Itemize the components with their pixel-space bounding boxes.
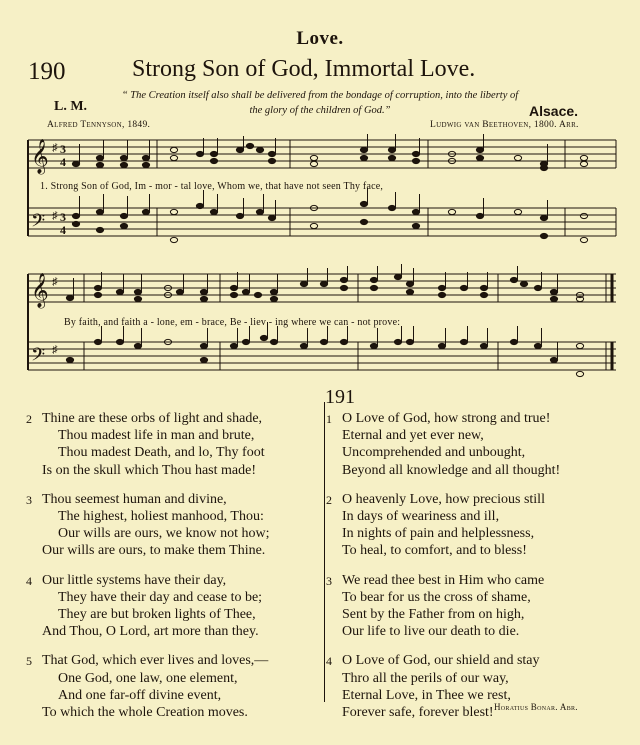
epigraph-line-2: the glory of the children of God.” xyxy=(249,105,391,116)
section-title: Love. xyxy=(296,28,344,49)
hymn191-stanzas xyxy=(326,410,626,721)
svg-text:3: 3 xyxy=(60,210,66,224)
stanza-line: Is on the skull which Thou hast made! xyxy=(42,462,256,478)
stanza-number: 4 xyxy=(326,654,332,669)
stanza-line: And Thou, O Lord, art more than they. xyxy=(42,624,259,640)
treble-clef-icon: 𝄞 xyxy=(31,140,49,173)
stanza-line: Thou seemest human and divine, xyxy=(42,491,227,507)
stanza-line: Beyond all knowledge and all thought! xyxy=(342,462,561,478)
stanza-number: 3 xyxy=(26,492,32,507)
stanza-line: In nights of pain and helplessness, xyxy=(342,526,535,542)
tune-name: Alsace. xyxy=(529,103,579,119)
svg-text:𝄢: 𝄢 xyxy=(31,344,46,369)
stanza-number: 4 xyxy=(26,573,32,588)
stanza-number: 5 xyxy=(26,654,32,669)
stanza-number: 2 xyxy=(26,412,32,426)
stanza xyxy=(26,572,321,641)
meter: L. M. xyxy=(54,99,88,114)
svg-text:3: 3 xyxy=(60,142,66,156)
stanza-line: We read thee best in Him who came xyxy=(342,572,545,588)
svg-text:4: 4 xyxy=(60,155,66,169)
stanza-line: O Love of God, how strong and true! xyxy=(342,411,551,426)
epigraph-line-1: “ The Creation itself also shall be delivered from the bondage of corruption, into the liberty of xyxy=(121,90,519,101)
stanza xyxy=(326,652,626,721)
stanza-line: To heal, to comfort, and to bless! xyxy=(342,543,527,559)
author: Alfred Tennyson, 1849. xyxy=(47,120,151,130)
stanza-number: 1 xyxy=(326,412,332,426)
stanza-line: Thou madest life in man and brute, xyxy=(58,428,255,444)
hymn-title: Strong Son of God, Immortal Love. xyxy=(132,56,476,82)
bass-clef-icon: 𝄢 xyxy=(31,210,46,235)
stanza-line: Eternal Love, in Thee we rest, xyxy=(342,687,511,703)
stanza-line: Our little systems have their day, xyxy=(42,572,227,588)
stanza-line: Forever safe, forever blest! xyxy=(342,705,494,721)
stanza-number: 2 xyxy=(326,492,332,507)
hymn190-stanzas xyxy=(26,410,321,721)
svg-text:♯: ♯ xyxy=(52,210,58,222)
svg-text:𝄞: 𝄞 xyxy=(31,274,49,307)
svg-text:♯: ♯ xyxy=(52,276,58,288)
stanza xyxy=(26,491,321,560)
svg-text:4: 4 xyxy=(60,223,66,237)
stanza-line: Sent by the Father from on high, xyxy=(342,607,525,623)
stanza-line: Uncomprehended and unbought, xyxy=(342,445,526,461)
stanza-line: Our wills are ours, to make them Thine. xyxy=(42,543,266,559)
composer: Ludwig van Beethoven, 1800. Arr. xyxy=(430,120,579,130)
stanza-line: And one far-off divine event, xyxy=(58,687,222,703)
stanza-line: That God, which ever lives and loves,— xyxy=(42,653,269,669)
stanza-line: The highest, holiest manhood, Thou: xyxy=(58,509,264,525)
stanza-line: They are but broken lights of Thee, xyxy=(58,607,256,623)
svg-text:♯: ♯ xyxy=(52,142,58,154)
stanza-line: Our wills are ours, we know not how; xyxy=(58,526,270,542)
stanza-line: Our life to live our death to die. xyxy=(342,624,520,640)
epigraph xyxy=(100,88,540,118)
stanza xyxy=(326,572,626,641)
hymn191-credit: Horatius Bonar. Abr. xyxy=(494,702,578,712)
stanza-line: Thou madest Death, and lo, Thy foot xyxy=(58,445,265,461)
hymn-number-191: 191 xyxy=(325,386,355,408)
stanza xyxy=(326,491,626,560)
stanza-line: O Love of God, our shield and stay xyxy=(342,653,540,669)
stanza-line: Eternal and yet ever new, xyxy=(342,428,484,444)
stanza xyxy=(26,652,321,721)
lyrics-line-1: 1. Strong Son of God, Im - mor - tal love, Whom we, that have not seen Thy face, xyxy=(40,181,384,192)
stanza-line: Thine are these orbs of light and shade, xyxy=(42,411,263,426)
column-divider xyxy=(324,402,325,702)
stanza-line: They have their day and cease to be; xyxy=(58,589,263,605)
stanza-line: One God, one law, one element, xyxy=(58,670,238,686)
stanza-number: 3 xyxy=(326,573,332,588)
lyrics-line-2: By faith, and faith a - lone, em - brace, Be - liev - ing where we can - not prove: xyxy=(64,317,401,328)
stanza xyxy=(26,410,321,479)
hymn-number-190: 190 xyxy=(28,58,66,85)
stanza-line: To bear for us the cross of shame, xyxy=(342,589,531,605)
stanza-line: To which the whole Creation moves. xyxy=(42,705,248,721)
svg-text:♯: ♯ xyxy=(52,344,58,356)
stanza-line: Thro all the perils of our way, xyxy=(342,670,509,686)
stanza-line: O heavenly Love, how precious still xyxy=(342,491,545,507)
stanza xyxy=(326,410,626,479)
stanza-line: In days of weariness and ill, xyxy=(342,509,500,525)
